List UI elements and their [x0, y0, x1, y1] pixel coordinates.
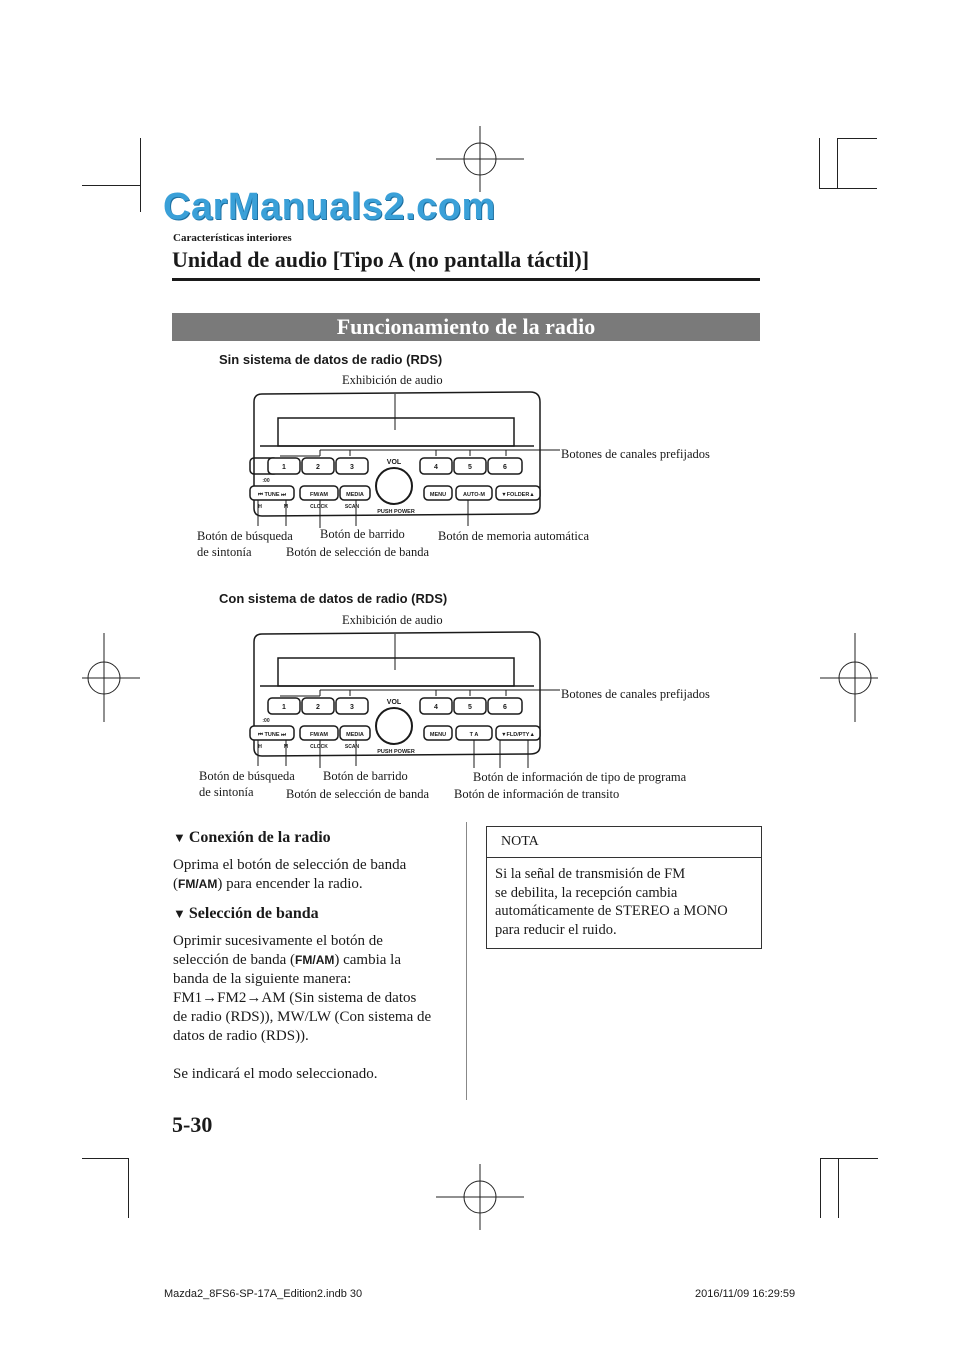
band-select-paragraph: Oprimir sucesivamente el botón de selección de banda (FM/AM) cambia la banda de la siguiente manera: FM1→FM2→AM (Sin sistema de datos de radio (RDS)), MW/LW (Con sistema de datos de radio (RDS)). Se indicará el modo seleccionado. — [173, 933, 432, 1082]
diagram2-label-scan: Botón de barrido — [323, 769, 408, 783]
preset-6: 6 — [503, 704, 507, 711]
clock-label: CLOCK — [310, 744, 328, 750]
vol-label: VOL — [386, 459, 402, 466]
watermark-logo: CarManuals2.com — [163, 186, 496, 228]
note-heading: NOTA — [501, 834, 539, 849]
preset-5: 5 — [468, 464, 472, 471]
tune-button: ⏮ TUNE ⏭ — [258, 492, 286, 498]
column-divider — [466, 822, 467, 1100]
fmam-key-glyph: FM/AM — [295, 953, 335, 967]
diagram2-label-pty: Botón de información de tipo de programa — [473, 770, 687, 784]
diagram2-label-seek: Botón de búsqueda — [199, 769, 295, 783]
diagram2-label-presets: Botones de canales prefijados — [561, 687, 710, 701]
m-label: M — [283, 504, 289, 510]
h-label: H — [258, 744, 262, 750]
preset-1: 1 — [282, 704, 286, 711]
diagram1-label-seek: Botón de búsqueda — [197, 529, 293, 543]
diagram2-label-seek-2: de sintonía — [199, 785, 254, 799]
clock-label: CLOCK — [310, 504, 328, 510]
page-number: 5-30 — [172, 1112, 213, 1137]
ta-button: T A — [469, 732, 479, 738]
colon00-label: :00 — [262, 718, 270, 724]
diagram1-label-automem: Botón de memoria automática — [438, 529, 589, 543]
triangle-down-icon: ▼ — [173, 830, 186, 845]
fld-pty-button: ▼FLD/PTY▲ — [501, 732, 535, 738]
preset-1: 1 — [282, 464, 286, 471]
diagram1-label-band: Botón de selección de banda — [286, 545, 430, 559]
media-button: MEDIA — [346, 732, 364, 738]
m-label: M — [283, 744, 289, 750]
note-body: Si la señal de transmisión de FM se debilita, la recepción cambia automáticamente de STEREO a MONO para reducir el ruido. — [495, 866, 728, 938]
menu-button: MENU — [429, 492, 447, 498]
fmam-button: FM/AM — [309, 492, 329, 498]
diagram1-heading: Sin sistema de datos de radio (RDS) — [219, 352, 443, 367]
scan-label: SCAN — [344, 744, 360, 750]
preset-5: 5 — [468, 704, 472, 711]
media-button: MEDIA — [346, 492, 364, 498]
radio-on-paragraph: Oprima el botón de selección de banda (FM/AM) para encender la radio. — [173, 857, 407, 892]
push-power-label: PUSH POWER — [377, 749, 415, 755]
push-power-label: PUSH POWER — [377, 509, 415, 515]
preset-6: 6 — [503, 464, 507, 471]
menu-button: MENU — [429, 732, 447, 738]
h-label: H — [258, 504, 262, 510]
preset-4: 4 — [434, 704, 438, 711]
diagram2-label-display: Exhibición de audio — [342, 613, 443, 627]
diagram2-label-band: Botón de selección de banda — [286, 787, 430, 801]
diagram1-label-scan: Botón de barrido — [320, 527, 405, 541]
diagram2-label-ta: Botón de información de transito — [454, 787, 620, 801]
automem-button: AUTO-M — [463, 492, 485, 498]
folder-button: ▼FOLDER▲ — [501, 492, 535, 498]
note-box — [486, 826, 762, 949]
fmam-key-glyph: FM/AM — [178, 877, 218, 891]
fmam-button: FM/AM — [309, 732, 329, 738]
preset-2: 2 — [316, 464, 320, 471]
diagram1-label-seek-2: de sintonía — [197, 545, 252, 559]
colon00-label: :00 — [262, 478, 270, 484]
triangle-down-icon: ▼ — [173, 906, 186, 921]
diagram2-heading: Con sistema de datos de radio (RDS) — [219, 591, 448, 606]
radio-unit-diagram-1 — [230, 388, 570, 528]
footer-file: Mazda2_8FS6-SP-17A_Edition2.indb 30 — [164, 1288, 363, 1300]
diagram1-label-display: Exhibición de audio — [342, 373, 443, 387]
section-title: Características interiores — [173, 232, 292, 244]
note-rule — [487, 857, 761, 858]
title-rule — [172, 278, 760, 281]
heading-band-select: ▼ Selección de banda — [173, 905, 319, 922]
tune-button: ⏮ TUNE ⏭ — [258, 732, 286, 738]
diagram1-label-presets: Botones de canales prefijados — [561, 447, 710, 461]
preset-3: 3 — [350, 704, 354, 711]
section-banner: Funcionamiento de la radio — [172, 313, 760, 341]
footer-date: 2016/11/09 16:29:59 — [695, 1288, 796, 1300]
heading-radio-on: ▼ Conexión de la radio — [173, 829, 331, 846]
preset-2: 2 — [316, 704, 320, 711]
scan-label: SCAN — [344, 504, 360, 510]
radio-unit-diagram-2 — [230, 628, 570, 768]
vol-label: VOL — [386, 699, 402, 706]
page-title: Unidad de audio [Tipo A (no pantalla táctil)] — [172, 247, 590, 272]
preset-4: 4 — [434, 464, 438, 471]
preset-3: 3 — [350, 464, 354, 471]
